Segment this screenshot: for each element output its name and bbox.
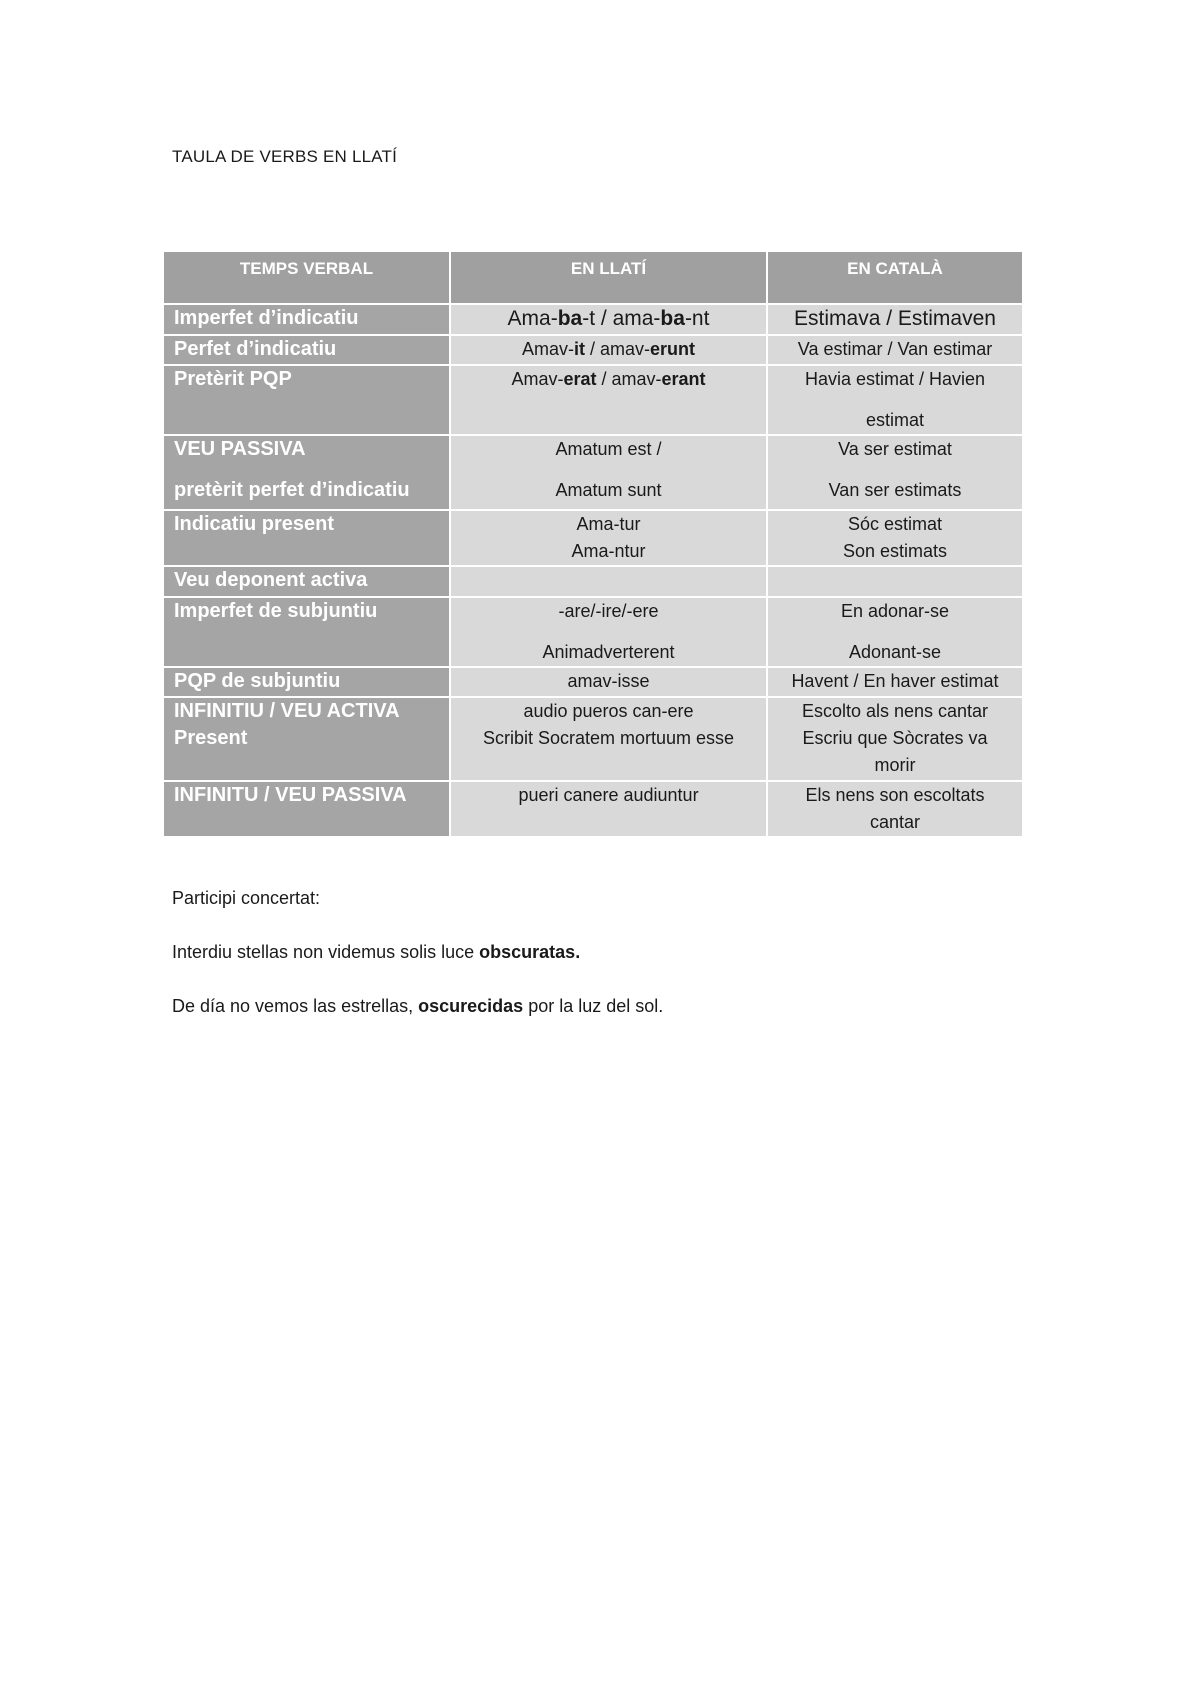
row-label: Imperfet de subjuntiu bbox=[163, 597, 450, 667]
table-row bbox=[163, 435, 1023, 510]
table-row bbox=[163, 781, 1023, 837]
spanish-sentence: De día no vemos las estrellas, oscurecidas por la luz del sol. bbox=[172, 996, 664, 1016]
row-label: Indicatiu present bbox=[163, 510, 450, 566]
header-en-llati: EN LLATÍ bbox=[450, 251, 767, 304]
latin-cell: Ama-tur Ama-ntur bbox=[450, 510, 767, 566]
document-title: TAULA DE VERBS EN LLATÍ bbox=[172, 147, 398, 166]
notes-heading: Participi concertat: bbox=[172, 888, 321, 908]
catalan-cell: Va ser estimat Van ser estimats bbox=[767, 435, 1023, 510]
catalan-cell: Els nens son escoltats cantar bbox=[767, 781, 1023, 837]
latin-cell: Amav-erat / amav-erant bbox=[450, 365, 767, 435]
catalan-cell: Sóc estimat Son estimats bbox=[767, 510, 1023, 566]
catalan-cell: Va estimar / Van estimar bbox=[767, 335, 1023, 365]
table-row bbox=[163, 667, 1023, 697]
table-row bbox=[163, 365, 1023, 435]
catalan-cell: Estimava / Estimaven bbox=[767, 304, 1023, 335]
catalan-cell: Havent / En haver estimat bbox=[767, 667, 1023, 697]
catalan-cell: Havia estimat / Havien estimat bbox=[767, 365, 1023, 435]
row-label: Imperfet d’indicatiu bbox=[163, 304, 450, 335]
latin-cell: audio pueros can-ere Scribit Socratem mortuum esse bbox=[450, 697, 767, 781]
table-row bbox=[163, 566, 1023, 597]
table-header-row bbox=[163, 251, 1023, 304]
catalan-cell bbox=[767, 566, 1023, 597]
header-en-catala: EN CATALÀ bbox=[767, 251, 1023, 304]
table-row bbox=[163, 335, 1023, 365]
catalan-cell: Escolto als nens cantar Escriu que Sòcrates va morir bbox=[767, 697, 1023, 781]
verb-table bbox=[162, 250, 1024, 838]
latin-sentence: Interdiu stellas non videmus solis luce obscuratas. bbox=[172, 942, 581, 962]
latin-cell: -are/-ire/-ere Animadverterent bbox=[450, 597, 767, 667]
table-row bbox=[163, 597, 1023, 667]
row-label: INFINITU / VEU PASSIVA bbox=[163, 781, 450, 837]
latin-cell bbox=[450, 566, 767, 597]
latin-cell: Amav-it / amav-erunt bbox=[450, 335, 767, 365]
row-label: Veu deponent activa bbox=[163, 566, 450, 597]
notes-section bbox=[172, 886, 1072, 1048]
row-label: VEU PASSIVA pretèrit perfet d’indicatiu bbox=[163, 435, 450, 510]
row-label: INFINITIU / VEU ACTIVA Present bbox=[163, 697, 450, 781]
row-label: PQP de subjuntiu bbox=[163, 667, 450, 697]
table-row bbox=[163, 304, 1023, 335]
row-label: Pretèrit PQP bbox=[163, 365, 450, 435]
latin-cell: amav-isse bbox=[450, 667, 767, 697]
latin-cell: Ama-ba-t / ama-ba-nt bbox=[450, 304, 767, 335]
latin-cell: Amatum est / Amatum sunt bbox=[450, 435, 767, 510]
latin-cell: pueri canere audiuntur bbox=[450, 781, 767, 837]
table-row bbox=[163, 510, 1023, 566]
catalan-cell: En adonar-se Adonant-se bbox=[767, 597, 1023, 667]
table-row bbox=[163, 697, 1023, 781]
header-temps-verbal: TEMPS VERBAL bbox=[163, 251, 450, 304]
row-label: Perfet d’indicatiu bbox=[163, 335, 450, 365]
